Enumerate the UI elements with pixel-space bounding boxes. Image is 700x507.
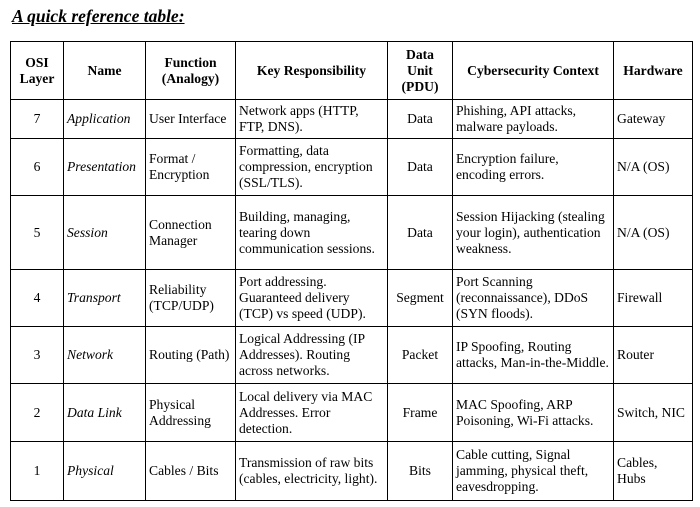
layer-name: Physical (64, 442, 146, 501)
layer-hardware: Cables, Hubs (614, 442, 693, 501)
layer-responsibility: Network apps (HTTP, FTP, DNS). (236, 100, 388, 139)
layer-cyber-context: Port Scanning (reconnaissance), DDoS (SYN floods). (453, 270, 614, 327)
layer-pdu: Data (388, 139, 453, 196)
table-row-layer-5 (11, 196, 693, 270)
table-header-row (11, 42, 693, 100)
layer-hardware: Gateway (614, 100, 693, 139)
layer-responsibility: Logical Addressing (IP Addresses). Routing across networks. (236, 327, 388, 384)
table-row-layer-7 (11, 100, 693, 139)
layer-number: 4 (11, 270, 64, 327)
layer-name: Session (64, 196, 146, 270)
layer-number: 6 (11, 139, 64, 196)
page-heading: A quick reference table: (12, 6, 185, 26)
layer-pdu: Frame (388, 384, 453, 442)
header-cybersecurity-context: Cybersecurity Context (453, 42, 614, 100)
layer-hardware: N/A (OS) (614, 139, 693, 196)
header-name: Name (64, 42, 146, 100)
header-key-responsibility: Key Responsibility (236, 42, 388, 100)
layer-pdu: Data (388, 100, 453, 139)
table-row-layer-1 (11, 442, 693, 501)
layer-responsibility: Local delivery via MAC Addresses. Error detection. (236, 384, 388, 442)
layer-pdu: Packet (388, 327, 453, 384)
layer-cyber-context: Session Hijacking (stealing your login), authentication weakness. (453, 196, 614, 270)
layer-function: Routing (Path) (146, 327, 236, 384)
layer-cyber-context: MAC Spoofing, ARP Poisoning, Wi-Fi attacks. (453, 384, 614, 442)
layer-name: Application (64, 100, 146, 139)
layer-responsibility: Transmission of raw bits (cables, electricity, light). (236, 442, 388, 501)
header-hardware: Hardware (614, 42, 693, 100)
header-osi-layer: OSI Layer (11, 42, 64, 100)
layer-responsibility: Port addressing. Guaranteed delivery (TCP) vs speed (UDP). (236, 270, 388, 327)
layer-pdu: Data (388, 196, 453, 270)
layer-number: 1 (11, 442, 64, 501)
layer-name: Transport (64, 270, 146, 327)
layer-hardware: Switch, NIC (614, 384, 693, 442)
layer-function: Physical Addressing (146, 384, 236, 442)
layer-responsibility: Building, managing, tearing down communication sessions. (236, 196, 388, 270)
layer-pdu: Segment (388, 270, 453, 327)
table-row-layer-4 (11, 270, 693, 327)
layer-cyber-context: Cable cutting, Signal jamming, physical theft, eavesdropping. (453, 442, 614, 501)
layer-cyber-context: IP Spoofing, Routing attacks, Man-in-the-Middle. (453, 327, 614, 384)
layer-function: Reliability (TCP/UDP) (146, 270, 236, 327)
layer-responsibility: Formatting, data compression, encryption (SSL/TLS). (236, 139, 388, 196)
table-row-layer-3 (11, 327, 693, 384)
table-row-layer-2 (11, 384, 693, 442)
layer-cyber-context: Phishing, API attacks, malware payloads. (453, 100, 614, 139)
layer-function: Connection Manager (146, 196, 236, 270)
layer-cyber-context: Encryption failure, encoding errors. (453, 139, 614, 196)
layer-number: 5 (11, 196, 64, 270)
layer-hardware: Router (614, 327, 693, 384)
header-function: Function (Analogy) (146, 42, 236, 100)
layer-number: 2 (11, 384, 64, 442)
layer-function: Cables / Bits (146, 442, 236, 501)
layer-hardware: N/A (OS) (614, 196, 693, 270)
table-row-layer-6 (11, 139, 693, 196)
layer-number: 3 (11, 327, 64, 384)
layer-hardware: Firewall (614, 270, 693, 327)
layer-name: Network (64, 327, 146, 384)
layer-function: User Interface (146, 100, 236, 139)
layer-name: Presentation (64, 139, 146, 196)
layer-name: Data Link (64, 384, 146, 442)
layer-pdu: Bits (388, 442, 453, 501)
layer-number: 7 (11, 100, 64, 139)
osi-reference-table (10, 41, 693, 501)
layer-function: Format / Encryption (146, 139, 236, 196)
header-data-unit: Data Unit (PDU) (388, 42, 453, 100)
